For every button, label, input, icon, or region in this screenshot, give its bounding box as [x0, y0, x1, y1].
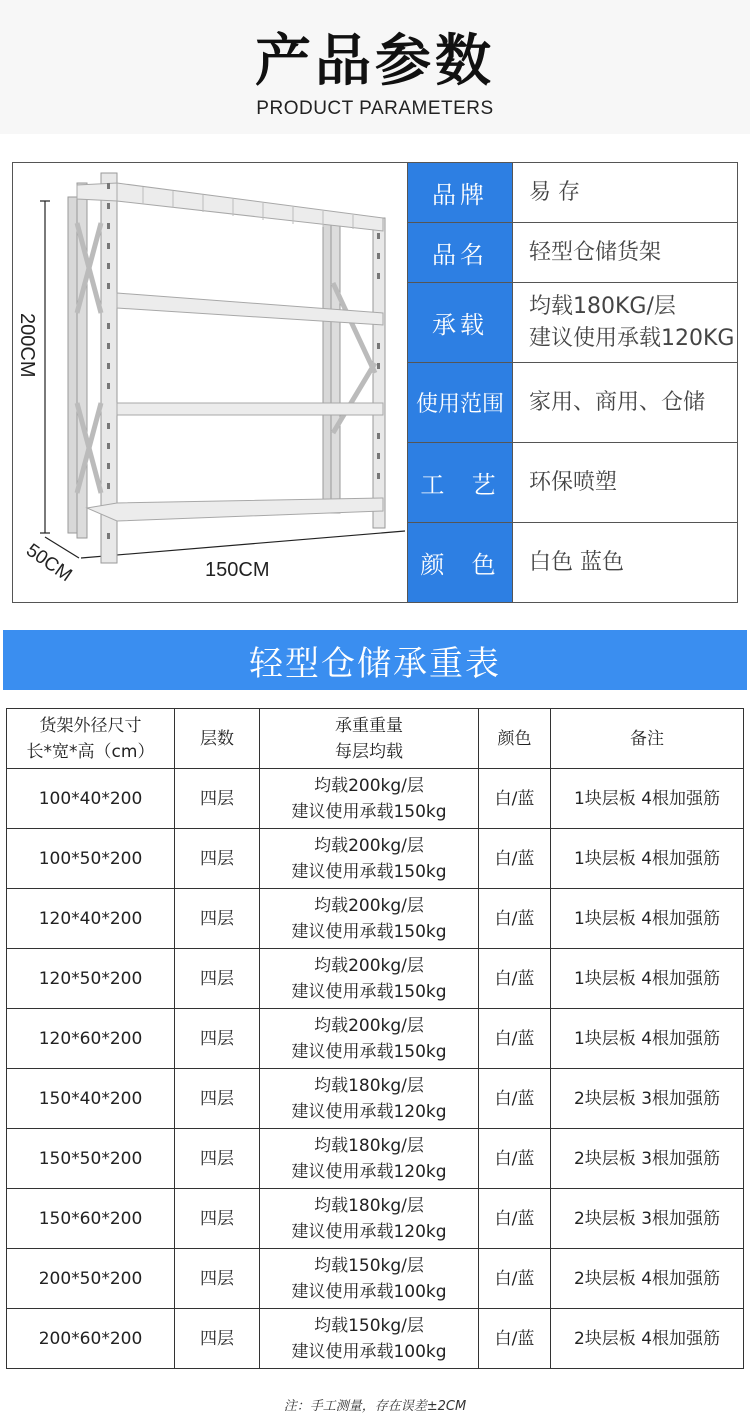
cell-size — [7, 1189, 175, 1249]
cell-size — [7, 889, 175, 949]
cell-layers — [175, 889, 260, 949]
cell-load — [260, 1189, 479, 1249]
param-row-usage — [407, 363, 738, 443]
param-value-line: 建议使用承载120KG — [529, 325, 735, 351]
param-label: 品名 — [407, 223, 513, 282]
footnote: 注：手工测量，存在误差±2CM — [283, 1399, 467, 1414]
cell-text: 均载150kg/层 — [314, 1255, 424, 1276]
table-row — [7, 1129, 744, 1189]
cell-text: 建议使用承载120kg — [291, 1101, 447, 1122]
header-load — [260, 709, 479, 769]
cell-color — [479, 829, 551, 889]
cell-load — [260, 829, 479, 889]
cell-text: 均载200kg/层 — [314, 895, 424, 916]
header-line: 长*宽*高（cm） — [26, 741, 155, 762]
cell-text: 均载200kg/层 — [314, 1015, 424, 1036]
cell-text: 1块层板 4根加强筋 — [573, 788, 721, 809]
height-label: 200CM — [16, 313, 38, 378]
right-upright — [331, 218, 385, 528]
cell-size — [7, 1309, 175, 1369]
cell-note — [551, 1009, 744, 1069]
cell-size — [7, 1009, 175, 1069]
param-row-brand — [407, 163, 738, 223]
table-row — [7, 769, 744, 829]
table-row — [7, 1069, 744, 1129]
cell-text: 建议使用承载150kg — [291, 981, 447, 1002]
cell-note — [551, 1189, 744, 1249]
cell-layers — [175, 829, 260, 889]
cell-text: 白/蓝 — [494, 1148, 535, 1169]
header-line: 承重重量 — [335, 715, 403, 736]
cell-color — [479, 1189, 551, 1249]
param-label: 使用范围 — [407, 363, 513, 442]
param-value-line: 轻型仓储货架 — [529, 239, 662, 265]
cell-size — [7, 1069, 175, 1129]
cell-text: 均载180kg/层 — [314, 1135, 424, 1156]
cell-text: 白/蓝 — [494, 1028, 535, 1049]
cell-note — [551, 769, 744, 829]
cell-text: 四层 — [200, 1028, 234, 1049]
cell-layers — [175, 1129, 260, 1189]
cell-color — [479, 1009, 551, 1069]
table-row — [7, 1309, 744, 1369]
cell-text: 150*40*200 — [38, 1088, 143, 1109]
cell-text: 四层 — [200, 1328, 234, 1349]
header-line: 备注 — [630, 728, 664, 749]
cell-text: 四层 — [200, 908, 234, 929]
cell-text: 四层 — [200, 968, 234, 989]
cell-text: 四层 — [200, 848, 234, 869]
cell-text: 四层 — [200, 1148, 234, 1169]
param-label: 颜 色 — [407, 523, 513, 602]
cell-text: 1块层板 4根加强筋 — [573, 908, 721, 929]
cell-color — [479, 1129, 551, 1189]
width-label: 150CM — [205, 559, 270, 581]
cell-layers — [175, 1249, 260, 1309]
cell-load — [260, 769, 479, 829]
load-table-banner: 轻型仓储承重表 — [3, 630, 747, 690]
header-note — [551, 709, 744, 769]
cell-load — [260, 1069, 479, 1129]
cell-text: 建议使用承载150kg — [291, 921, 447, 942]
cell-text: 白/蓝 — [494, 1268, 535, 1289]
cell-text: 白/蓝 — [494, 788, 535, 809]
cell-load — [260, 1009, 479, 1069]
param-value — [513, 283, 738, 362]
cell-text: 120*40*200 — [38, 908, 143, 929]
cell-note — [551, 949, 744, 1009]
param-row-color — [407, 523, 738, 602]
cell-note — [551, 889, 744, 949]
cell-text: 建议使用承载150kg — [291, 801, 447, 822]
cell-text: 100*40*200 — [38, 788, 143, 809]
param-row-load — [407, 283, 738, 363]
table-row — [7, 829, 744, 889]
table-header-row — [7, 709, 744, 769]
cell-load — [260, 949, 479, 1009]
cell-text: 建议使用承载100kg — [291, 1281, 447, 1302]
cell-color — [479, 1249, 551, 1309]
table-row — [7, 1189, 744, 1249]
cell-size — [7, 949, 175, 1009]
param-value — [513, 443, 738, 522]
cell-text: 白/蓝 — [494, 848, 535, 869]
cell-color — [479, 1309, 551, 1369]
cell-load — [260, 1309, 479, 1369]
table-row — [7, 889, 744, 949]
cell-layers — [175, 1189, 260, 1249]
param-value-line: 白色 蓝色 — [529, 549, 624, 575]
cell-text: 四层 — [200, 788, 234, 809]
cell-text: 120*60*200 — [38, 1028, 143, 1049]
cell-text: 白/蓝 — [494, 1208, 535, 1229]
param-value-line: 家用、商用、仓储 — [529, 389, 706, 415]
cell-text: 2块层板 3根加强筋 — [573, 1088, 721, 1109]
cell-text: 1块层板 4根加强筋 — [573, 968, 721, 989]
param-label: 品牌 — [407, 163, 513, 222]
cell-text: 1块层板 4根加强筋 — [573, 1028, 721, 1049]
parameter-list — [407, 163, 738, 602]
cell-text: 均载200kg/层 — [314, 835, 424, 856]
page-header — [0, 0, 750, 134]
cell-note — [551, 1309, 744, 1369]
cell-text: 均载180kg/层 — [314, 1195, 424, 1216]
cell-color — [479, 1069, 551, 1129]
param-value — [513, 363, 738, 442]
cell-text: 白/蓝 — [494, 1328, 535, 1349]
cell-layers — [175, 1309, 260, 1369]
param-row-process — [407, 443, 738, 523]
param-value — [513, 163, 738, 222]
cell-text: 200*50*200 — [38, 1268, 143, 1289]
cell-color — [479, 769, 551, 829]
cell-text: 1块层板 4根加强筋 — [573, 848, 721, 869]
table-row — [7, 1249, 744, 1309]
cell-text: 150*60*200 — [38, 1208, 143, 1229]
cell-color — [479, 949, 551, 1009]
cell-text: 2块层板 3根加强筋 — [573, 1148, 721, 1169]
param-value-line: 均载180KG/层 — [529, 293, 676, 319]
shelf-illustration — [13, 163, 407, 602]
load-table — [6, 708, 744, 1369]
cell-text: 四层 — [200, 1088, 234, 1109]
cell-color — [479, 889, 551, 949]
cell-text: 建议使用承载100kg — [291, 1341, 447, 1362]
cell-note — [551, 1249, 744, 1309]
page-title: 产品参数 — [255, 29, 495, 94]
cell-size — [7, 1249, 175, 1309]
cell-text: 均载200kg/层 — [314, 955, 424, 976]
page-subtitle: PRODUCT PARAMETERS — [256, 98, 494, 119]
depth-label: 50CM — [22, 539, 76, 587]
cell-note — [551, 829, 744, 889]
cell-load — [260, 1129, 479, 1189]
table-row — [7, 949, 744, 1009]
cell-text: 四层 — [200, 1208, 234, 1229]
header-layers — [175, 709, 260, 769]
cell-text: 建议使用承载120kg — [291, 1161, 447, 1182]
cell-text: 白/蓝 — [494, 968, 535, 989]
cell-text: 均载200kg/层 — [314, 775, 424, 796]
product-parameters-panel — [12, 162, 738, 603]
cell-text: 白/蓝 — [494, 908, 535, 929]
table-row — [7, 1009, 744, 1069]
header-line: 货架外径尺寸 — [39, 715, 142, 736]
cell-layers — [175, 1009, 260, 1069]
cell-size — [7, 769, 175, 829]
cell-size — [7, 1129, 175, 1189]
cell-text: 2块层板 4根加强筋 — [573, 1328, 721, 1349]
cell-text: 白/蓝 — [494, 1088, 535, 1109]
cell-layers — [175, 1069, 260, 1129]
cell-note — [551, 1129, 744, 1189]
cell-text: 2块层板 3根加强筋 — [573, 1208, 721, 1229]
header-line: 层数 — [200, 728, 234, 749]
header-size — [7, 709, 175, 769]
param-label: 承载 — [407, 283, 513, 362]
cell-size — [7, 829, 175, 889]
header-color — [479, 709, 551, 769]
cell-text: 建议使用承载120kg — [291, 1221, 447, 1242]
param-value-line: 易 存 — [529, 179, 580, 205]
cell-text: 2块层板 4根加强筋 — [573, 1268, 721, 1289]
load-table-wrap — [6, 708, 743, 1369]
cell-text: 200*60*200 — [38, 1328, 143, 1349]
cell-text: 建议使用承载150kg — [291, 1041, 447, 1062]
cell-note — [551, 1069, 744, 1129]
cell-text: 建议使用承载150kg — [291, 861, 447, 882]
cell-text: 均载180kg/层 — [314, 1075, 424, 1096]
table-body — [7, 769, 744, 1369]
cell-text: 100*50*200 — [38, 848, 143, 869]
cell-load — [260, 1249, 479, 1309]
cell-layers — [175, 769, 260, 829]
header-line: 颜色 — [497, 728, 532, 749]
header-line: 每层均载 — [335, 741, 403, 762]
cell-text: 均载150kg/层 — [314, 1315, 424, 1336]
cell-load — [260, 889, 479, 949]
shelf-image — [13, 163, 407, 602]
cell-text: 四层 — [200, 1268, 234, 1289]
param-value — [513, 523, 738, 602]
param-label: 工 艺 — [407, 443, 513, 522]
param-value — [513, 223, 738, 282]
cell-layers — [175, 949, 260, 1009]
cell-text: 150*50*200 — [38, 1148, 143, 1169]
param-row-name — [407, 223, 738, 283]
cell-text: 120*50*200 — [38, 968, 143, 989]
param-value-line: 环保喷塑 — [529, 469, 618, 495]
